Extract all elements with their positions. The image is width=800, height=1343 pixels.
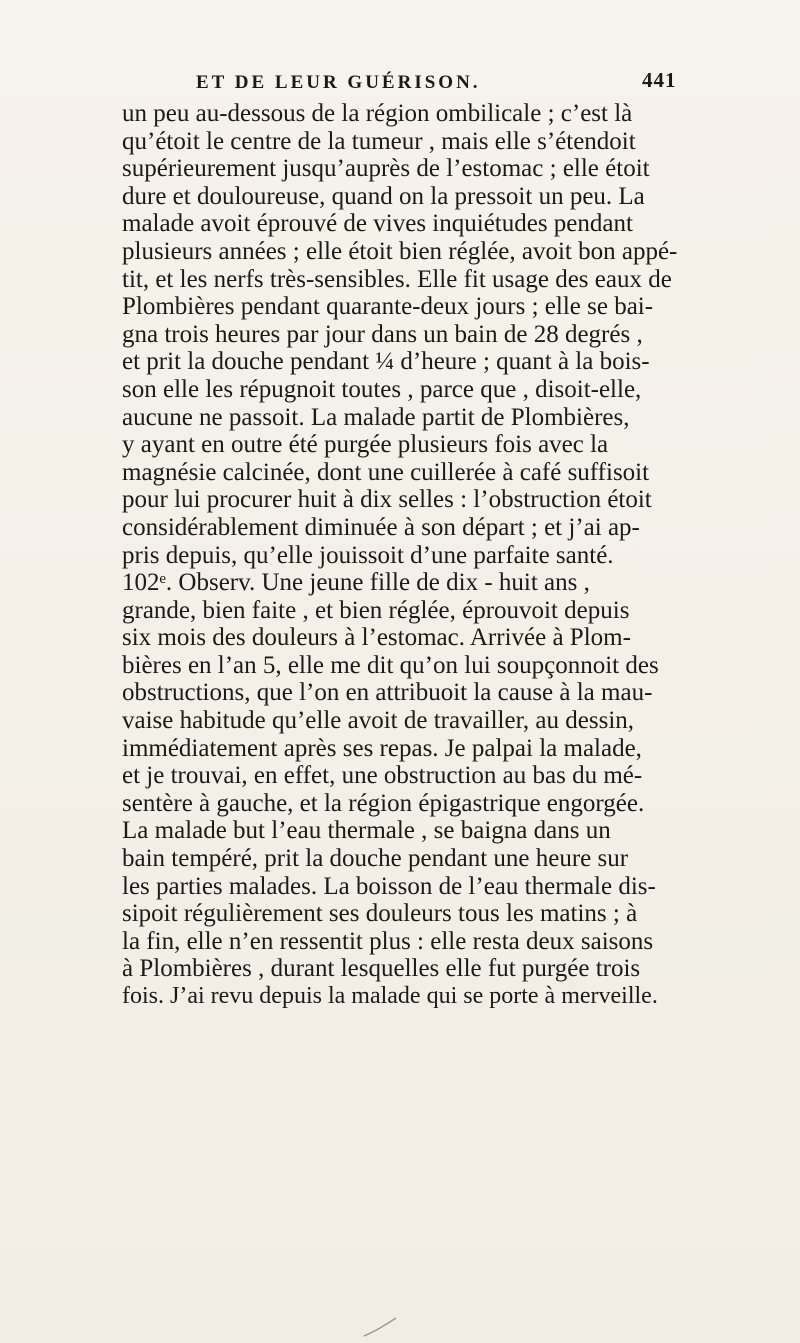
text-line: pour lui procurer huit à dix selles : l’obstruction étoit <box>122 486 652 514</box>
text-line: dure et douloureuse, quand on la pressoit un peu. La <box>122 182 645 210</box>
text-line: bières en l’an 5, elle me dit qu’on lui soupçonnoit des <box>122 651 659 679</box>
text-line: y ayant en outre été purgée plusieurs fois avec la <box>122 431 609 459</box>
text-line: Plombières pendant quarante-deux jours ; elle se bai- <box>122 293 654 321</box>
text-line: la fin, elle n’en ressentit plus : elle resta deux saisons <box>122 927 654 955</box>
text-line: son elle les répugnoit toutes , parce que , disoit-elle, <box>122 375 642 403</box>
text-line: aucune ne passoit. La malade partit de Plombières, <box>122 403 630 431</box>
body-text <box>122 100 782 1011</box>
text-line: et prit la douche pendant ¼ d’heure ; quant à la bois- <box>122 348 650 376</box>
text-line: supérieurement jusqu’auprès de l’estomac ; elle étoit <box>122 155 650 183</box>
running-title: ET DE LEUR GUÉRISON. <box>196 72 481 93</box>
text-line: plusieurs années ; elle étoit bien réglée, avoit bon appé- <box>122 237 678 265</box>
text-line: bain tempéré, prit la douche pendant une heure sur <box>122 845 629 873</box>
text-line: sipoit régulièrement ses douleurs tous les matins ; à <box>122 900 638 928</box>
text-line: immédiatement après ses repas. Je palpai la malade, <box>122 734 642 762</box>
text-line: 102ᵉ. Observ. Une jeune fille de dix - huit ans , <box>122 569 590 597</box>
scan-mark-icon <box>360 1316 400 1338</box>
page-number: 441 <box>642 68 677 92</box>
text-line: six mois des douleurs à l’estomac. Arrivée à Plom- <box>122 624 631 652</box>
text-line: malade avoit éprouvé de vives inquiétudes pendant <box>122 210 633 238</box>
text-line: vaise habitude qu’elle avoit de travailler, au dessin, <box>122 707 635 735</box>
running-head <box>196 68 776 98</box>
text-line: tit, et les nerfs très-sensibles. Elle fit usage des eaux de <box>122 265 672 293</box>
text-line: à Plombières , durant lesquelles elle fut purgée trois <box>122 955 641 983</box>
text-line: les parties malades. La boisson de l’eau thermale dis- <box>122 872 656 900</box>
text-line: gna trois heures par jour dans un bain de 28 degrés , <box>122 320 643 348</box>
text-line: La malade but l’eau thermale , se baigna dans un <box>122 817 611 845</box>
text-line: pris depuis, qu’elle jouissoit d’une parfaite santé. <box>122 541 614 569</box>
text-line: obstructions, que l’on en attribuoit la cause à la mau- <box>122 679 653 707</box>
text-line: qu’étoit le centre de la tumeur , mais elle s’étendoit <box>122 127 636 155</box>
text-line: fois. J’ai revu depuis la malade qui se porte à merveille. <box>122 983 658 1009</box>
text-line: et je trouvai, en effet, une obstruction au bas du mé- <box>122 762 643 790</box>
text-line: un peu au-dessous de la région ombilicale ; c’est là <box>122 100 633 127</box>
text-line: sentère à gauche, et la région épigastrique engorgée. <box>122 789 645 817</box>
text-line: magnésie calcinée, dont une cuillerée à café suffisoit <box>122 458 650 486</box>
text-line: grande, bien faite , et bien réglée, éprouvoit depuis <box>122 596 630 624</box>
text-line: considérablement diminuée à son départ ; et j’ai ap- <box>122 513 640 541</box>
